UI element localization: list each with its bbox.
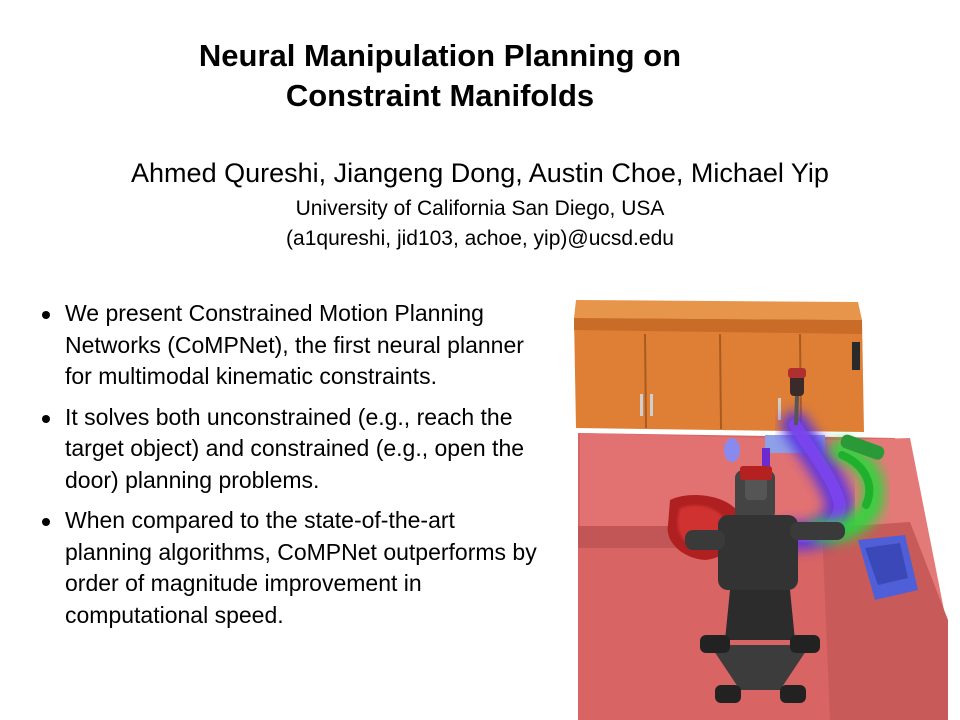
bullet-dot-icon: [42, 518, 50, 526]
author-list: Ahmed Qureshi, Jiangeng Dong, Austin Choe, Michael Yip: [131, 158, 829, 188]
bullet-item: [40, 505, 540, 631]
cabinet-door-line: [720, 334, 721, 429]
title-line-2: Constraint Manifolds: [285, 78, 595, 113]
cabinet-handle: [640, 394, 643, 416]
robot-head: [745, 478, 767, 500]
bullet-item: [40, 402, 540, 497]
bullet-dot-icon: [42, 311, 50, 319]
cabinet-door-line: [645, 334, 646, 428]
robot-kitchen-scene-image: [540, 290, 960, 720]
email-list: (a1qureshi, jid103, achoe, yip)@ucsd.edu: [286, 227, 674, 250]
affiliation: University of California San Diego, USA: [295, 197, 665, 220]
title-line-1: Neural Manipulation Planning on: [198, 38, 682, 73]
bullet-dot-icon: [42, 415, 50, 423]
cabinet-body: [574, 318, 864, 432]
bullet-list: [40, 298, 540, 640]
bullet-text: It solves both unconstrained (e.g., reach the target object) and constrained (e.g., open the door) planning problems.: [65, 403, 525, 493]
cabinet-handle: [650, 394, 653, 416]
cabinet-top: [574, 300, 862, 320]
bullet-text: When compared to the state-of-the-art planning algorithms, CoMPNet outperforms by order of magnitude improvement in computational speed.: [65, 507, 537, 628]
cabinet-handle: [852, 342, 860, 370]
cup-object: [724, 438, 740, 462]
bullet-item: [40, 298, 540, 393]
bullet-text: We present Constrained Motion Planning Networks (CoMPNet), the first neural planner for multimodal kinematic constraints.: [65, 300, 524, 389]
target-object: [762, 448, 770, 468]
cabinet-handle: [778, 398, 781, 420]
robot-head-red: [740, 466, 772, 480]
slide-title: [60, 36, 820, 116]
